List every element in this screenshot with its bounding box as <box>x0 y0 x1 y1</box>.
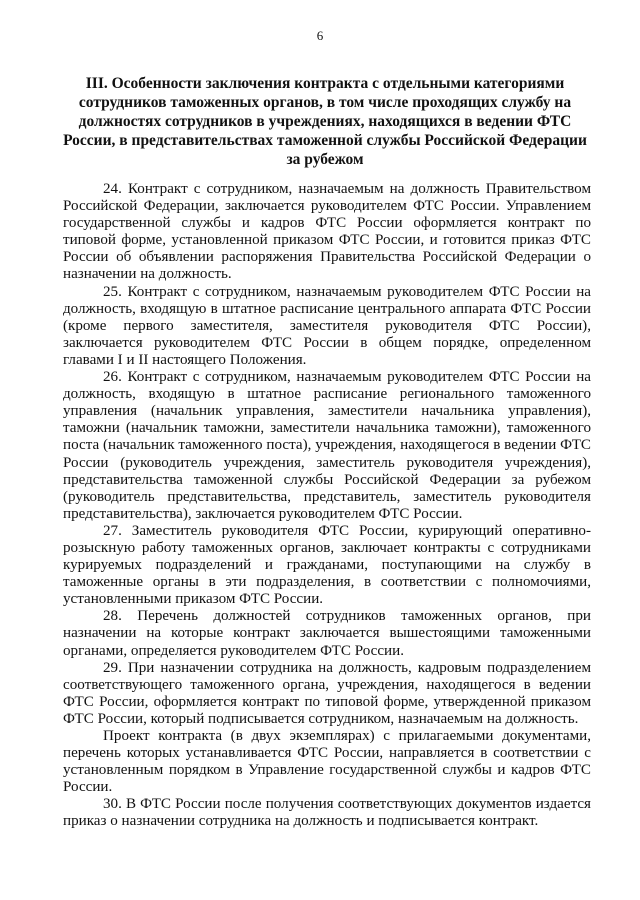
paragraph-28: 28. Перечень должностей сотрудников таможенных органов, при назначении на которые контракт заключается вышестоящими таможенными органами, определяется руководителем ФТС России. <box>63 608 591 659</box>
section-heading: III. Особенности заключения контракта с отдельными категориями сотрудников таможенных органов, в том числе проходящих службу на должностях сотрудников в учреждениях, находящихся в ведении ФТС России, в представительствах таможенной службы Российской Федерации за рубежом <box>63 75 587 168</box>
paragraph-29-continuation: Проект контракта (в двух экземплярах) с прилагаемыми документами, перечень которых устанавливается ФТС России, направляется в соответствии с установленным порядком в Управление государственной службы и кадров ФТС России. <box>63 728 591 796</box>
paragraph-29: 29. При назначении сотрудника на должность, кадровым подразделением соответствующего таможенного органа, учреждения, находящегося в ведении ФТС России, оформляется контракт по типовой форме, утвержденной приказом ФТС России, который подписывается сотрудником, назначаемым на должность. <box>63 659 591 727</box>
paragraph-24: 24. Контракт с сотрудником, назначаемым на должность Правительством Российской Федерации, заключается руководителем ФТС России. Управлением государственной службы и кадров ФТС России оформляется контракт по типовой форме, установленной приказом ФТС России, и готовится приказ ФТС России об объявлении распоряжения Правительства Российской Федерации о назначении на должность. <box>63 181 591 283</box>
paragraph-27: 27. Заместитель руководителя ФТС России, курирующий оперативно-розыскную работу таможенных органов, заключает контракты с сотрудниками курируемых подразделений и гражданами, поступающими на службу в таможенные органы в эти подразделения, в соответствии с полномочиями, установленными приказом ФТС России. <box>63 522 591 608</box>
page-number: 6 <box>316 28 324 43</box>
paragraph-26: 26. Контракт с сотрудником, назначаемым руководителем ФТС России на должность, входящую в штатное расписание регионального таможенного управления (начальник управления, заместители начальника управления), таможни (начальник таможни, заместители начальника таможни), таможенного поста (начальник таможенного поста), учреждения, находящегося в ведении ФТС России (руководитель учреждения, заместитель руководителя учреждения), представительства таможенной службы Российской Федерации за рубежом (руководитель представительства, представитель, заместитель руководителя представительства), заключается руководителем ФТС России. <box>63 369 591 522</box>
paragraph-30: 30. В ФТС России после получения соответствующих документов издается приказ о назначении сотрудника на должность и подписывается контракт. <box>63 796 591 830</box>
paragraph-25: 25. Контракт с сотрудником, назначаемым руководителем ФТС России на должность, входящую в штатное расписание центрального аппарата ФТС России (кроме первого заместителя, заместителя руководителя ФТС России), заключается руководителем ФТС России в общем порядке, определенном главами I и II настоящего Положения. <box>63 283 591 368</box>
document-body <box>63 181 591 831</box>
